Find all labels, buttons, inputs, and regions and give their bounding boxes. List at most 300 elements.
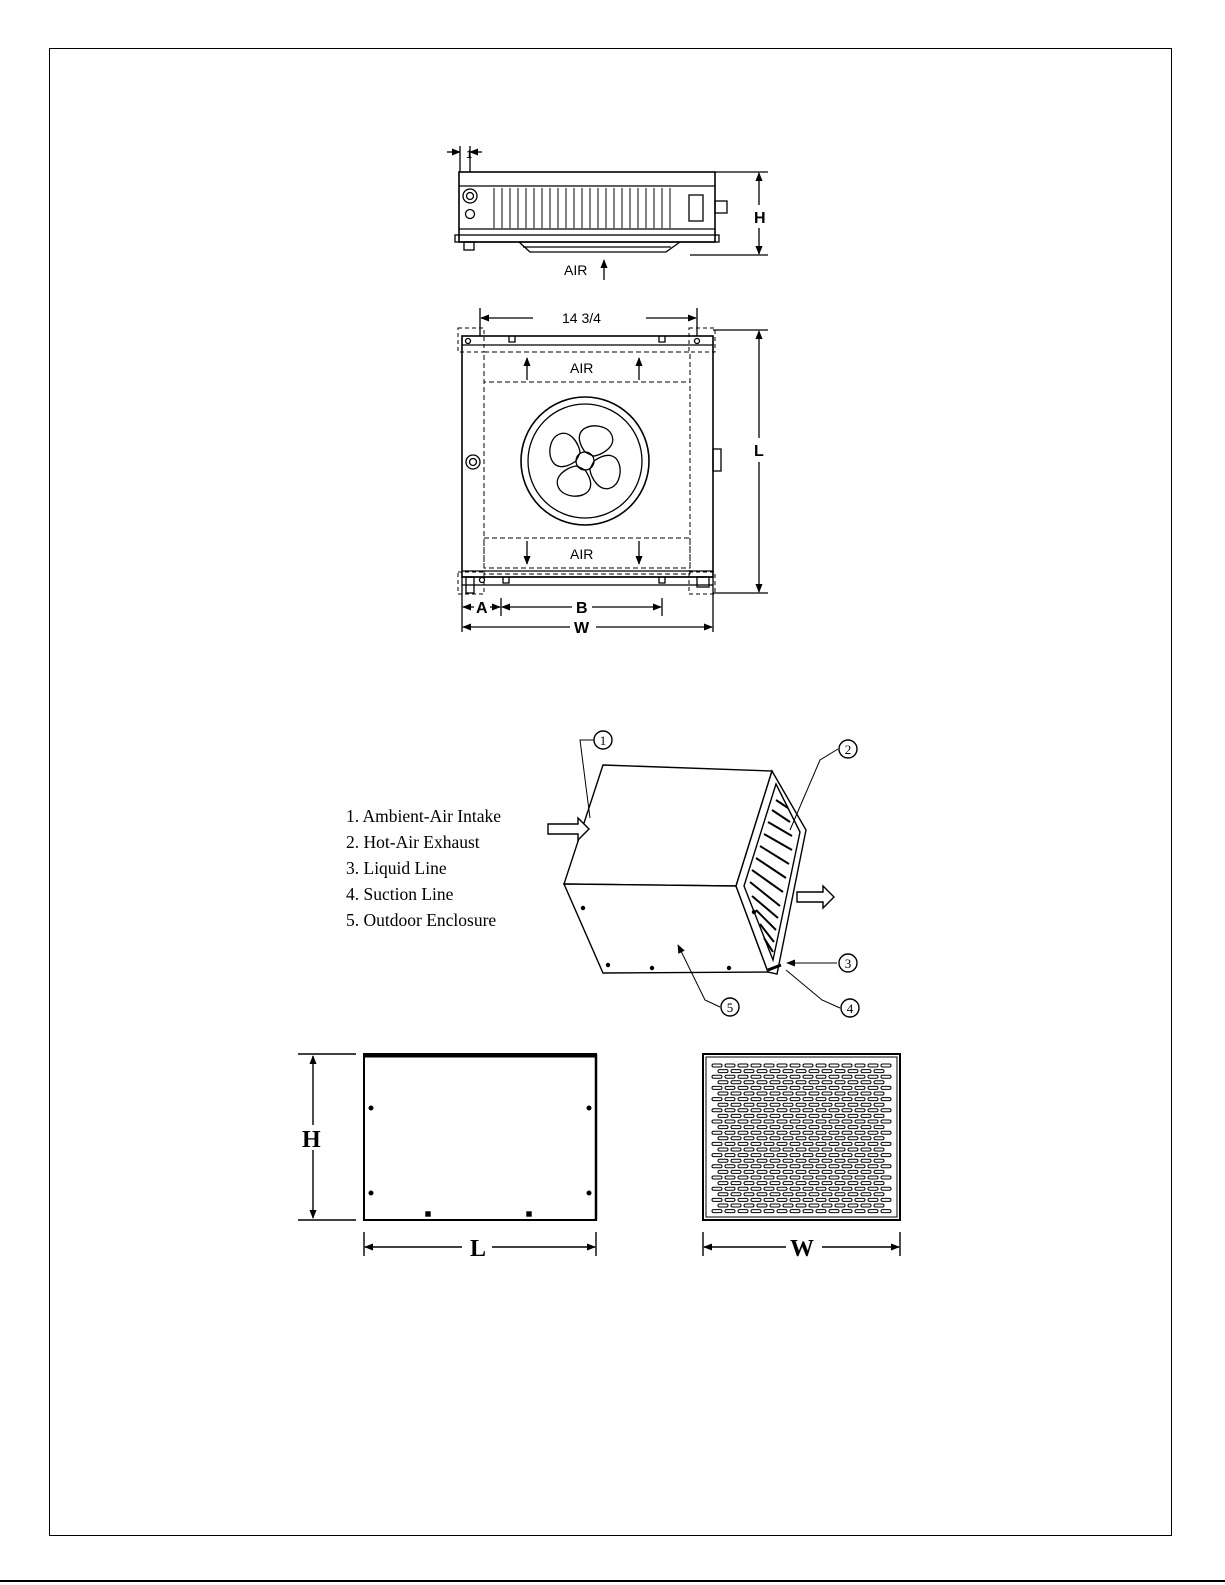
grille-slot [738,1187,748,1190]
grille-slot [809,1193,819,1196]
grille-slot [822,1193,832,1196]
grille-slot [822,1070,832,1073]
grille-slot [829,1131,839,1134]
grille-slot [861,1148,871,1151]
grille-slot [751,1198,761,1201]
grille-slot [757,1092,767,1095]
grille-slot [809,1114,819,1117]
grille-slot [842,1120,852,1123]
grille-slot [803,1187,813,1190]
grille-slot [835,1103,845,1106]
grille-slot [855,1120,865,1123]
grille-slot [790,1198,800,1201]
airflow-label: AIR [564,262,588,278]
grille-slot [757,1103,767,1106]
grille-slot [822,1204,832,1207]
grille-slot [874,1159,884,1162]
grille-slot [790,1154,800,1157]
grille-slot [848,1148,858,1151]
grille-slot [848,1170,858,1173]
grille-slot [731,1148,741,1151]
grille-slot [855,1109,865,1112]
grille-slot [731,1103,741,1106]
grille-slot [738,1098,748,1101]
grille-slot [822,1159,832,1162]
grille-slot [783,1070,793,1073]
grille-slot [848,1182,858,1185]
grille-slot [803,1109,813,1112]
grille-slot [809,1137,819,1140]
grille-slot [770,1170,780,1173]
grille-slot [868,1131,878,1134]
grille-slot [861,1092,871,1095]
grille-slot [764,1086,774,1089]
grille-slot [777,1154,787,1157]
grille-slot [725,1064,735,1067]
top-elevation-view [447,146,768,280]
grille-slot [725,1165,735,1168]
grille-slot [829,1210,839,1213]
grille-slot [744,1114,754,1117]
grille-slot [874,1182,884,1185]
grille-slot [751,1075,761,1078]
grille-slot [868,1165,878,1168]
grille-slot [751,1120,761,1123]
grille-slot [738,1210,748,1213]
grille-slot [738,1086,748,1089]
grille-slot [848,1204,858,1207]
grille-slot [816,1154,826,1157]
grille-slot [848,1070,858,1073]
grille-slot [783,1126,793,1129]
grille-slot [764,1109,774,1112]
grille-slot [855,1176,865,1179]
grille-slot [868,1064,878,1067]
grille-slot [718,1182,728,1185]
grille-slot [829,1142,839,1145]
grille-slot [868,1154,878,1157]
grille-slot [731,1204,741,1207]
grille-slot [874,1137,884,1140]
grille-slot [829,1176,839,1179]
grille-slot [835,1114,845,1117]
grille-slot [718,1103,728,1106]
grille-slot [712,1064,722,1067]
grille-slot [874,1148,884,1151]
grille-slot [796,1114,806,1117]
grille-slot [816,1064,826,1067]
side-height-dimension-label: H [302,1127,321,1153]
grille-slot [855,1142,865,1145]
grille-slot [855,1064,865,1067]
grille-slot [777,1176,787,1179]
grille-slot [757,1193,767,1196]
grille-slot [809,1170,819,1173]
grille-slot [712,1086,722,1089]
grille-slot [809,1159,819,1162]
grille-slot [718,1193,728,1196]
grille-slot [803,1210,813,1213]
legend-item-hot-air-exhaust: 2. Hot-Air Exhaust [346,832,480,852]
grille-slot [816,1176,826,1179]
grille-slot [835,1092,845,1095]
grille-slot [718,1159,728,1162]
grille-slot [809,1103,819,1106]
grille-slot [868,1198,878,1201]
grille-slot [764,1198,774,1201]
grille-slot [809,1092,819,1095]
grille-slot [874,1193,884,1196]
grille-slot [874,1070,884,1073]
grille-slot [816,1142,826,1145]
b-dimension-label: B [576,600,588,617]
grille-slot [725,1142,735,1145]
grille-slot [757,1070,767,1073]
callout-1: 1 [599,733,607,748]
grille-slot [881,1075,891,1078]
grille-slot [777,1187,787,1190]
grille-slot [835,1126,845,1129]
grille-slot [881,1198,891,1201]
grille-slot [848,1193,858,1196]
grille-slot [868,1086,878,1089]
grille-slot [796,1103,806,1106]
grille-slot [751,1187,761,1190]
grille-slot [835,1148,845,1151]
grille-slot [835,1081,845,1084]
grille-slot [725,1075,735,1078]
grille-slot [764,1131,774,1134]
grille-slot [777,1075,787,1078]
grille-slot [809,1126,819,1129]
grille-slot [777,1198,787,1201]
grille-slot [718,1070,728,1073]
grille-slot [874,1114,884,1117]
grille-slot [881,1131,891,1134]
grille-slot [738,1064,748,1067]
grille-slot [829,1198,839,1201]
grille-slot [881,1064,891,1067]
grille-slot [816,1198,826,1201]
grille-slot [835,1159,845,1162]
grille-slot [751,1109,761,1112]
grille-slot [796,1204,806,1207]
grille-slot [868,1210,878,1213]
grille-slot [829,1154,839,1157]
grille-slot [738,1154,748,1157]
grille-slot [725,1176,735,1179]
grille-slot [855,1086,865,1089]
grille-slot [738,1120,748,1123]
grille-slot [803,1086,813,1089]
grille-slot [738,1142,748,1145]
grille-slot [835,1170,845,1173]
grille-slot [790,1210,800,1213]
grille-slot [796,1126,806,1129]
grille-slot [835,1182,845,1185]
grille-slot [744,1081,754,1084]
grille-slot [731,1170,741,1173]
grille-slot [770,1137,780,1140]
grille-slot [816,1109,826,1112]
grille-slot [790,1120,800,1123]
grille-slot [764,1075,774,1078]
grille-slot [822,1170,832,1173]
grille-slot [842,1210,852,1213]
grille-slot [809,1148,819,1151]
grille-slot [764,1064,774,1067]
grille-slot [829,1187,839,1190]
grille-slot [829,1098,839,1101]
grille-slot [790,1109,800,1112]
plan-view [458,308,768,632]
side-view [298,1054,596,1256]
grille-slot [809,1070,819,1073]
callout-3: 3 [844,956,852,971]
grille-slot [855,1075,865,1078]
grille-slot [777,1109,787,1112]
grille-slot [770,1182,780,1185]
grille-slot [751,1142,761,1145]
grille-slot [803,1120,813,1123]
grille-slot [712,1075,722,1078]
grille-slot [822,1148,832,1151]
grille-slot [731,1126,741,1129]
grille-slot [861,1137,871,1140]
grille-slot [848,1103,858,1106]
grille-slots [712,1064,891,1213]
grille-slot [868,1187,878,1190]
grille-slot [725,1098,735,1101]
grille-slot [881,1142,891,1145]
grille-slot [777,1086,787,1089]
grille-slot [738,1075,748,1078]
grille-slot [783,1159,793,1162]
grille-slot [855,1154,865,1157]
grille-slot [835,1137,845,1140]
upper-airflow-label: AIR [570,360,594,376]
grille-slot [842,1165,852,1168]
grille-slot [731,1070,741,1073]
grille-slot [731,1193,741,1196]
grille-slot [744,1170,754,1173]
grille-slot [731,1182,741,1185]
grille-slot [796,1159,806,1162]
grille-slot [757,1159,767,1162]
grille-slot [881,1187,891,1190]
grille-slot [822,1182,832,1185]
grille-slot [848,1114,858,1117]
grille-slot [783,1148,793,1151]
grille-slot [744,1070,754,1073]
grille-slot [842,1131,852,1134]
grille-slot [868,1109,878,1112]
grille-slot [816,1210,826,1213]
grille-slot [855,1210,865,1213]
grille-slot [816,1120,826,1123]
grille-slot [757,1204,767,1207]
grille-slot [861,1204,871,1207]
grille-slot [881,1098,891,1101]
grille-slot [816,1131,826,1134]
grille-slot [712,1187,722,1190]
grille-slot [731,1159,741,1162]
grille-slot [757,1126,767,1129]
grille-slot [777,1131,787,1134]
length-dimension-label: L [754,443,764,460]
grille-slot [744,1204,754,1207]
grille-slot [770,1204,780,1207]
grille-slot [874,1126,884,1129]
grille-slot [809,1081,819,1084]
grille-slot [874,1170,884,1173]
grille-slot [868,1120,878,1123]
grille-slot [712,1142,722,1145]
grille-slot [718,1204,728,1207]
grille-slot [783,1204,793,1207]
grille-slot [861,1081,871,1084]
grille-slot [822,1114,832,1117]
grille-slot [803,1176,813,1179]
grille-slot [725,1086,735,1089]
grille-slot [835,1070,845,1073]
grille-slot [855,1198,865,1201]
grille-slot [738,1109,748,1112]
grille-slot [764,1187,774,1190]
grille-slot [809,1182,819,1185]
grille-slot [777,1142,787,1145]
grille-slot [744,1137,754,1140]
grille-slot [861,1114,871,1117]
height-dimension-label: H [754,210,766,227]
grille-slot [783,1092,793,1095]
grille-slot [790,1086,800,1089]
lower-airflow-label: AIR [570,546,594,562]
grille-slot [835,1193,845,1196]
grille-slot [764,1176,774,1179]
grille-slot [803,1165,813,1168]
grille-slot [777,1165,787,1168]
grille-slot [770,1092,780,1095]
grille-slot [842,1098,852,1101]
grille-slot [868,1075,878,1078]
grille-slot [803,1154,813,1157]
grille-slot [757,1137,767,1140]
grille-slot [790,1075,800,1078]
grille-slot [783,1103,793,1106]
grille-slot [751,1064,761,1067]
grille-slot [764,1210,774,1213]
grille-slot [751,1086,761,1089]
grille-slot [712,1154,722,1157]
grille-slot [803,1142,813,1145]
grille-slot [796,1137,806,1140]
grille-slot [777,1064,787,1067]
enclosure-legend [346,803,501,933]
grille-slot [738,1198,748,1201]
grille-slot [822,1103,832,1106]
grille-slot [718,1148,728,1151]
coil-fins [494,188,670,228]
grille-slot [829,1120,839,1123]
grille-slot [725,1187,735,1190]
grille-slot [796,1170,806,1173]
grille-slot [842,1109,852,1112]
grille-slot [881,1176,891,1179]
grille-slot [842,1075,852,1078]
grille-slot [842,1187,852,1190]
grille-slot [796,1182,806,1185]
grille-slot [744,1159,754,1162]
grille-slot [842,1064,852,1067]
grille-slot [842,1198,852,1201]
grille-slot [744,1092,754,1095]
grille-slot [712,1198,722,1201]
grille-slot [861,1070,871,1073]
grille-slot [790,1131,800,1134]
grille-slot [861,1126,871,1129]
grille-slot [712,1098,722,1101]
grille-slot [731,1137,741,1140]
grille-slot [770,1103,780,1106]
grille-slot [725,1210,735,1213]
grille-slot [744,1103,754,1106]
grille-slot [822,1092,832,1095]
grille-slot [757,1148,767,1151]
grille-slot [731,1092,741,1095]
grille-slot [783,1114,793,1117]
legend-item-outdoor-enclosure: 5. Outdoor Enclosure [346,910,497,930]
grille-slot [738,1165,748,1168]
grille-slot [770,1070,780,1073]
grille-slot [861,1170,871,1173]
grille-slot [790,1064,800,1067]
grille-slot [718,1126,728,1129]
grille-slot [725,1154,735,1157]
grille-slot [803,1064,813,1067]
grille-slot [764,1142,774,1145]
grille-slot [751,1154,761,1157]
isometric-enclosure [548,731,859,1017]
grille-slot [725,1198,735,1201]
callout-4: 4 [846,1001,854,1016]
grille-slot [855,1165,865,1168]
grille-slot [718,1137,728,1140]
grille-slot [868,1142,878,1145]
legend-item-suction-line: 4. Suction Line [346,884,454,904]
grille-slot [744,1193,754,1196]
grille-slot [757,1170,767,1173]
grille-slot [796,1148,806,1151]
grille-slot [770,1081,780,1084]
grille-slot [822,1081,832,1084]
grille-slot [738,1131,748,1134]
grille-slot [848,1159,858,1162]
grille-slot [757,1114,767,1117]
grille-slot [777,1120,787,1123]
grille-slot [796,1081,806,1084]
grille-slot [718,1081,728,1084]
grille-slot [731,1081,741,1084]
grille-slot [881,1154,891,1157]
a-dimension-label: A [476,600,488,617]
grille-slot [848,1137,858,1140]
grille-slot [842,1086,852,1089]
grille-slot [783,1081,793,1084]
callout-5: 5 [726,1000,734,1015]
side-length-dimension-label: L [470,1236,487,1262]
grille-slot [829,1064,839,1067]
